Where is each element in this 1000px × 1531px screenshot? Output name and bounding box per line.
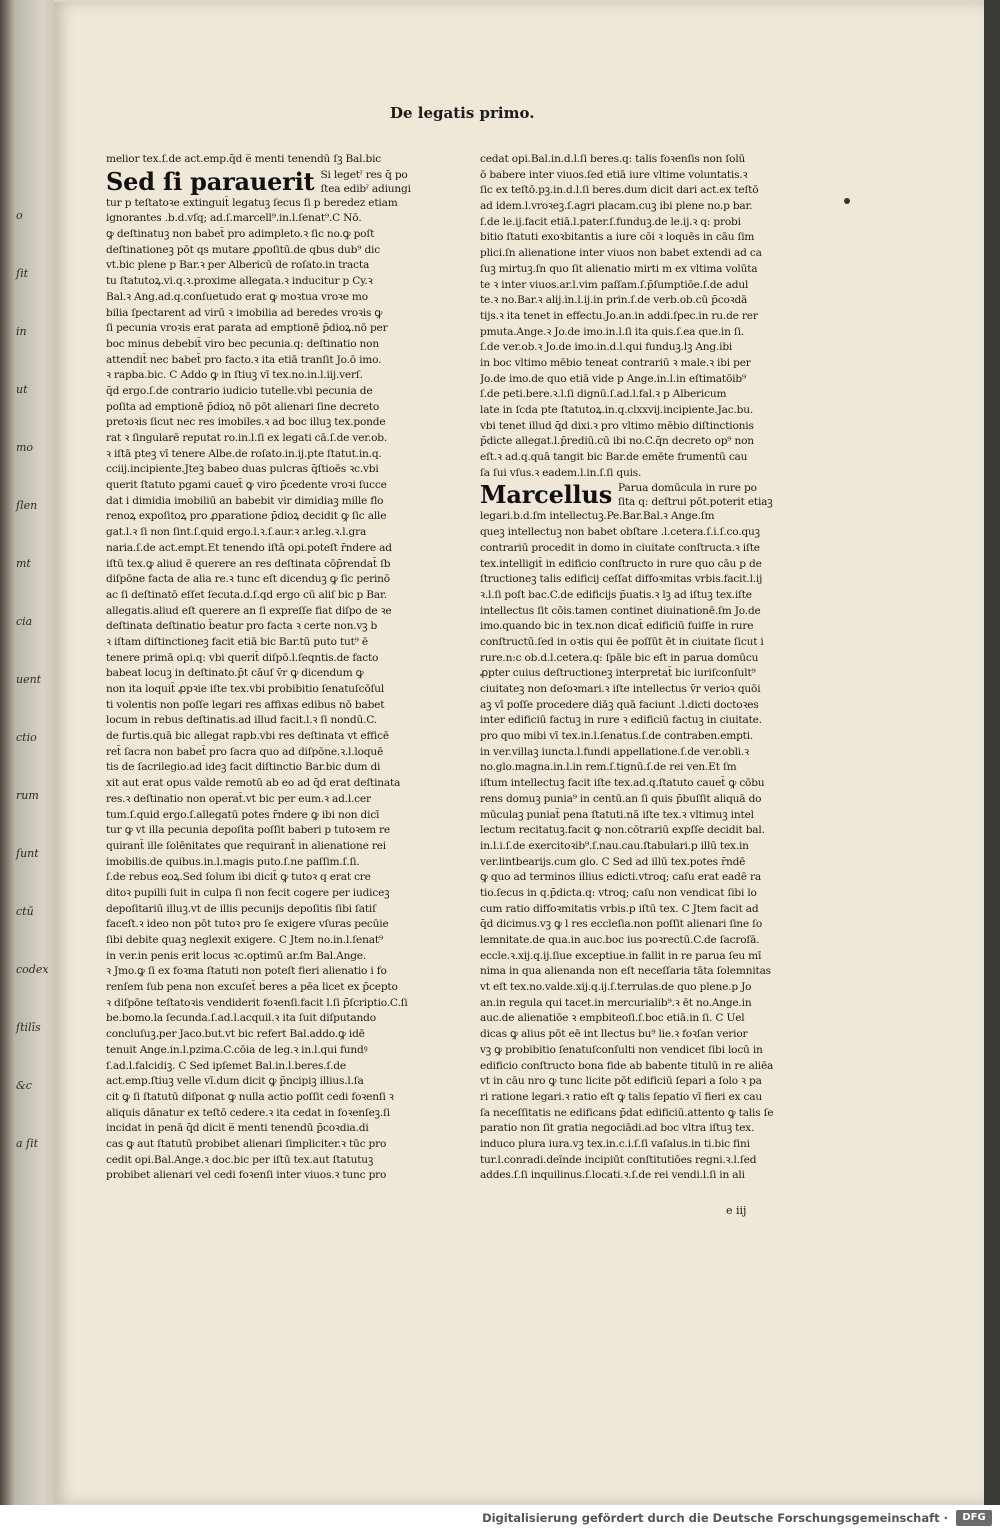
text-line: rens domuꝫ punia⁹ in centū.an ſi quis p̄buſſit aliquā do [480, 792, 762, 805]
text-line: tijs.ꝛ ita tenet in effectu.Jo.an.in addi.ſpec.in ru.de rer [480, 309, 758, 322]
text-line: be.bomo.la ſecunda.ſ.ad.l.acquil.ꝛ ita ſuit diſputando [106, 1012, 376, 1025]
facing-page-fragment: ſtilīs [16, 1021, 41, 1034]
text-line: xit aut erat opus valde remotū ab eo ad q̄d erat deſtinata [106, 777, 401, 790]
rubric-tail-line: ſtea edibˀ adiungi [320, 182, 411, 195]
text-line: late in ſcda pte ſtatutoꝝ.in.q.clxxvij.incipiente.Jac.bu. [480, 404, 754, 416]
text-line: ꝛ iſtam diſtinctioneꝫ facit etiā bic Bar.tū puto tut⁹ ē [106, 635, 368, 648]
text-line: renſem ſub pena non excuſet̄ beres a pēa licet ex p̄cepto [106, 981, 398, 994]
book-spine [0, 0, 14, 1505]
dfg-logo: DFG [956, 1510, 992, 1526]
text-line: auc.de alienatiōe ꝛ empbiteoſi.ſ.boc etiā.in ſi. C Uel [480, 1012, 745, 1025]
text-line: ciuitateꝫ non deſoꝛmari.ꝛ iſte intellectus v̄r verioꝛ quōi [480, 683, 761, 695]
text-line: edificio conſtructo bona fide ab babente titulū in re aliēa [480, 1059, 774, 1072]
text-line: ꝙ deſtinatuꝫ non babet̄ pro adimpleto.ꝛ ſic no.ꝙ poſt [106, 228, 375, 241]
text-line: depoſitariū illuꝫ.vt de illis pecunijs depoſitis ſibi ſatiſ [106, 902, 376, 915]
text-line: iſtum intellectuꝫ facit iſte tex.ad.q.ſtatuto cauet̄ ꝙ cōbu [480, 777, 765, 790]
text-line: locum in rebus deſtinatis.ad illud facit.l.ꝛ ſi nondū.C. [106, 714, 377, 727]
facing-page-fragment: ſlen [16, 499, 38, 512]
text-line: ignorantes .b.d.vſq; ad.ſ.marcell⁹.in.l.ſenat⁹.C Nō. [106, 212, 362, 225]
text-line: in.l.i.ſ.de exercitoꝛib⁹.ſ.nau.cau.ſtabulari.p illū tex.in [480, 839, 749, 852]
text-line: vbi tenet illud q̄d dixi.ꝛ pro vltimo mēbio diſtinctionis [480, 419, 754, 432]
text-line: nima in qua alienanda non eſt neceſſaria tāta ſolemnitas [480, 965, 771, 978]
text-line: Bal.ꝛ Ang.ad.q.conſuetudo erat ꝙ moꝛtua vroꝛe mo [106, 290, 368, 303]
text-line: paratio non ſit gratia negociādi.ad boc vltra iſtuꝫ tex. [480, 1122, 755, 1135]
rubric-tail-line: Parua domūcula in rure po [618, 482, 757, 495]
text-line: deſtinationeꝫ pōt qs mutare ꝓpoſitū.de qbus dub⁹ dic [106, 243, 380, 256]
text-column-right [480, 152, 800, 1184]
text-line: tur p teſtatoꝛe extinguit̄ legatuꝫ ſecus ſi p beredez etiam [106, 196, 398, 209]
text-line: ti volentis non poſſe legari res affixas edibus nō babet [106, 698, 385, 711]
text-line: cas ꝙ aut ſtatutū probibet alienari ſimpliciter.ꝛ tūc pro [106, 1137, 387, 1150]
text-line: quirant̄ ille ſolēnitates que requirant̄ in alienatione rei [106, 839, 386, 852]
text-line: ꝛ diſpōne teſtatoꝛis vendiderit foꝛenſi.facit l.ſi p̄ſcriptio.C.ſi [106, 996, 408, 1009]
text-line: concluſuꝫ.per Jaco.but.vt bic refert Bal.addo.ꝙ idē [106, 1028, 365, 1041]
text-line: an.in regula qui tacet.in mercurialib⁹.ꝛ ēt no.Ange.in [480, 996, 752, 1009]
text-line: melior tex.ſ.de act.emp.q̄d e̅ menti tenendū ſꝫ Bal.bic [106, 153, 382, 165]
facing-page-fragment: a ſit [16, 1137, 39, 1150]
text-line: ſ.de peti.bere.ꝛ.l.ſi dignū.ſ.ad.l.fal.ꝛ p Albericum [480, 388, 727, 401]
text-line: imo.quando bic in tex.non dicat̄ edificiū fuiſſe in rure [480, 620, 754, 633]
text-line: ad idem.l.vroꝛeꝫ.ſ.agri placam.cuꝫ ibi plene no.p bar. [480, 200, 753, 213]
footer-bar [0, 1505, 1000, 1531]
funding-credit: Digitalisierung gefördert durch die Deutsche Forschungsgemeinschaft · [482, 1511, 948, 1525]
facing-page-fragment: ctū [16, 905, 34, 918]
text-line: ret̄ ſacra non babet̄ pro ſacra quo ad diſpōne.ꝛ.l.loquē [106, 745, 384, 758]
text-line: non ita loquit̄ ꝓpꝛie iſte tex.vbi probibitio ſenatuſcōſul [106, 683, 385, 695]
text-line: bitio ſtatuti exoꝛbitantis a iure cōi ꝛ loquēs in cāu ſim [480, 231, 755, 244]
text-line: boc minus debebit̄ viro bec pecunia.q: deſtinatio non [106, 337, 379, 350]
text-line: tenere primā opi.q: vbi querit̄ diſpō.l.ſeqntis.de facto [106, 651, 379, 664]
text-line: cciij.incipiente.Jteꝫ babeo duas pulcras q̄ſtioēs ꝛc.vbi [106, 463, 379, 476]
text-line: ditoꝛ pupilli ſuit in culpa ſi non fecit cogere per iudiceꝫ [106, 886, 390, 899]
facing-page-fragment: ſunt [16, 847, 39, 860]
text-line: eccle.ꝛ.xij.q.ij.ſiue exceptiue.in fallit in re parua ſeu mī [480, 949, 762, 962]
text-line: vꝫ ꝙ probibitio ſenatuſconſulti non vendicet ſibi locū in [480, 1043, 763, 1056]
facing-page-fragment: &c [16, 1079, 32, 1092]
rubric-lead: Sed ſi parauerit [106, 166, 315, 196]
text-line: tur.l.conradi.deīnde incipiūt conſtitutiōes regni.ꝛ.l.ſed [480, 1153, 757, 1166]
text-line: tex.intelligit̄ in edificio conſtructo in rure quo cāu p de [480, 557, 762, 570]
text-line: no.glo.magna.in.l.in rem.ſ.tignū.ſ.de rei ven.Et ſm [480, 761, 737, 774]
text-line: allegatis.aliud eſt querere an ſi expreſſe fiat diſpo de ꝛe [106, 604, 392, 617]
text-line: mūculaꝫ puniat̄ pena ſtatuti.nā iſte tex.ꝛ vltimuꝫ intel [480, 808, 754, 821]
text-line: in ver.in penis erit locus ꝛc.optimū ar.ſm Bal.Ange. [106, 949, 367, 962]
text-line: induco plura iura.vꝫ tex.in.c.i.ſ.ſi vaſalus.in ti.bic fini [480, 1137, 750, 1150]
facing-page-edge [14, 0, 54, 1505]
text-line: ſi pecunia vroꝛis erat parata ad emptionē p̄dioꝝ.nō per [106, 322, 388, 335]
text-line: p̄dicte allegat.l.p̄rediū.cū ibi no.C.q̄n decreto op⁹ non [480, 435, 754, 448]
text-line: ri ratione legari.ꝛ ratio eſt ꝙ talis ſepatio vī fieri ex cau [480, 1090, 763, 1103]
text-line: dicas ꝙ alius pōt eē int llectus bu⁹ lie.ꝛ foꝛſan verior [480, 1028, 748, 1041]
facing-page-fragment: uent [16, 673, 42, 686]
text-line: in ver.villaꝫ iuncta.l.fundi appellatione.ſ.de ver.obli.ꝛ [480, 745, 749, 758]
rubric-tail-line: Si legetˀ res q̄ po [320, 168, 408, 181]
text-line: ſa neceſſitatis ne edificans p̄dat edificiū.attento ꝙ talis ſe [480, 1106, 774, 1119]
text-line: ꝛ.l.ſi poſt bac.C.de edificijs p̄uatis.ꝛ lꝫ ad iſtuꝫ tex.iſte [480, 588, 752, 601]
text-line: tenuit Ange.in.l.pzima.C.cōia de leg.ꝛ in.l.qui fundꝰ [106, 1043, 368, 1056]
text-line: ꝛ iſtā pteꝫ vī tenere Albe.de roſato.in.ij.pte ſtatut.in.q. [106, 447, 382, 460]
text-line: legari.b.d.ſm intellectuꝫ.Pe.Bar.Bal.ꝛ Ange.ſm [480, 510, 715, 523]
text-column-left [106, 152, 418, 1184]
text-line: ſ.de ver.ob.ꝛ Jo.de imo.in.d.l.qui funduꝫ.lꝫ Ang.ibi [480, 341, 733, 354]
text-line: tu ſtatutoꝝ.vi.q.ꝛ.proxime allegata.ꝛ inducitur p Cy.ꝛ [106, 275, 373, 288]
text-line: ꝓpter cuius deſtructioneꝫ interpretat̄ bic iuriſconſult⁹ [480, 667, 756, 680]
running-head: De legatis primo. [390, 104, 535, 122]
text-line: cedat opi.Bal.in.d.l.ſi beres.q: talis foꝛenſis non ſolū [480, 153, 746, 165]
text-line: pmuta.Ange.ꝛ Jo.de imo.in.l.ſi ita quis.ſ.ea que.in ſi. [480, 325, 744, 338]
facing-page-fragment: cia [16, 615, 33, 628]
text-line: vt in cāu nro ꝙ tunc licite pōt edificiū ſepari a ſolo ꝛ pa [480, 1075, 762, 1088]
text-line: contrariū procedit in domo in ciuitate conſtructa.ꝛ iſte [480, 541, 760, 554]
text-line: renoꝝ expoſitoꝝ pro ꝓparatione p̄dioꝝ decidit ꝙ ſic alle [106, 510, 387, 523]
text-line: in boc vltimo mēbio teneat contrariū ꝛ male.ꝛ ibi per [480, 356, 751, 369]
text-line: de furtis.quā bic allegat rapb.vbi res deſtinata vt efficē [106, 730, 389, 743]
facing-page-fragment: mo [16, 441, 34, 454]
rubric-tail-line: ſita q: deſtrui pōt.poterit etiaꝫ [618, 496, 773, 509]
text-line: tur ꝙ vt illa pecunia depoſita poſſit baberi p tutoꝛem re [106, 824, 390, 837]
scanner-background [984, 0, 1000, 1531]
text-line: ſ.de rebus eoꝝ.Sed ſolum ibi dicit̄ ꝙ tutoꝛ q erat cre [106, 871, 371, 884]
text-line: probibet alienari vel cedi foꝛenſi inter viuos.ꝛ tunc pro [106, 1169, 387, 1182]
text-line: babeat locuꝫ in deſtinato.p̄t cāuſ v̄r ꝙ dicendum ꝙ [106, 667, 364, 680]
text-line: ꝛ Jmo.ꝙ ſi ex foꝛma ſtatuti non poteſt fieri alienatio i fo [106, 965, 387, 978]
text-line: addes.ſ.ſi inquilinus.ſ.locati.ꝛ.ſ.de rei vendi.l.ſi in ali [480, 1169, 745, 1182]
facing-page-fragment: in [16, 325, 27, 338]
text-line: ꝛ rapba.bic. C Addo ꝙ in ſtiuꝫ vī tex.no.in.l.iij.verſ. [106, 369, 363, 382]
text-line: lectum recitatuꝫ.facit ꝙ non.cōtrariū expſſe decidit bal. [480, 824, 765, 837]
facing-page-fragment: mt [16, 557, 31, 570]
book-page [54, 2, 984, 1504]
ink-spot [844, 198, 850, 204]
text-line: aꝫ vī poſſe procedere diāꝫ quā faciunt .l.dicti doctoꝛes [480, 698, 759, 711]
text-line: Jo.de imo.de quo etiā vide p Ange.in.l.in eſtimatōib⁹ [480, 372, 746, 385]
text-line: imobilis.de quibus.in.l.magis puto.ſ.ne paſſim.ſ.ſi. [106, 855, 360, 868]
text-line: plici.ſn alienatione inter viuos non babet extendi ad ca [480, 247, 762, 260]
text-line: incidat in penā q̄d dicit e̅ menti tenendū p̄coꝛdia.di [106, 1122, 369, 1135]
text-line: deſtinata deſtinatio b̄eatur pro facta ꝛ certe non.vꝫ b [106, 620, 378, 633]
text-line: act.emp.ſtiuꝫ velle vī.dum dicit ꝙ p̄ncipiꝫ illius.l.ſa [106, 1075, 364, 1088]
text-line: ſibi debite quaꝫ neglexit exigere. C Jtem no.in.l.ſenat⁹ [106, 934, 383, 946]
rubric-lead: Marcellus [480, 480, 613, 510]
text-line: ſ.de le.ij.facit etiā.l.pater.ſ.funduꝫ.de le.ij.ꝛ q: probi [480, 215, 741, 228]
text-line: rure.n:c ob.d.l.cetera.q: ſpāle bic eſt in parua domūcu [480, 651, 759, 664]
facing-page-fragment: ctio [16, 731, 37, 744]
text-line: querit ſtatuto pgami cauet̄ ꝙ viro p̄cedente vroꝛi ſucce [106, 479, 387, 492]
text-line: te.ꝛ no.Bar.ꝛ alij.in.l.ij.in prin.ſ.de verb.ob.cū p̄coꝛdā [480, 294, 748, 307]
text-line: vt eſt tex.no.valde.xij.q.ij.ſ.terrulas.de quo plene.p Jo [480, 981, 752, 994]
facing-page-fragment: ſit [16, 267, 29, 280]
text-line: aliquis dānatur ex teſtō cedere.ꝛ ita cedat in foꝛenſeꝫ.ſi [106, 1106, 390, 1119]
text-line: ſtructioneꝫ talis edificij ceſſat diffoꝛmitas vrbis.facit.l.ij [480, 573, 763, 586]
text-line: pretoꝛis ſicut nec res imobiles.ꝛ ad boc illuꝫ tex.ponde [106, 416, 386, 429]
text-line: diſpōne facta de alia re.ꝛ tunc eſt dicenduꝫ ꝙ ſic perinō [106, 573, 390, 586]
text-line: res.ꝛ deſtinatio non operat̄.vt bic per eum.ꝛ ad.l.cer [106, 792, 371, 805]
text-line: naria.ſ.de act.empt.Et tenendo iſtā opi.poteſt r̄ndere ad [106, 541, 392, 554]
text-line: bilia ſpectarent ad virū ꝛ imobilia ad beredes vroꝛis ꝙ [106, 306, 383, 319]
rubric-heading [480, 481, 800, 509]
text-line: ꝙ quo ad terminos illius edicti.vtroq; caſu erat eadē ra [480, 871, 761, 884]
text-line: iſtū tex.ꝙ aliud ē querere an res deſtinata cōp̄rendat̄ ſb [106, 557, 391, 570]
text-line: q̄d ergo.ſ.de contrario iudicio tutelle.vbi pecunia de [106, 384, 373, 397]
text-line: cedit opi.Bal.Ange.ꝛ doc.bic per iſtū tex.aut ſtatutuꝫ [106, 1153, 374, 1166]
text-line: tum.ſ.quid ergo.ſ.allegatū potes r̄ndere ꝙ ibi non dicī [106, 808, 380, 821]
text-line: vt.bic plene p Bar.ꝛ per Albericū de roſato.in tracta [106, 259, 370, 272]
text-line: ſ.ad.l.falcidiꝫ. C Sed ipſemet Bal.in.l.beres.ſ.de [106, 1059, 346, 1072]
text-line: te ꝛ inter viuos.ar.l.vim paſſam.ſ.p̄ſumptiōe.ſ.de adul [480, 278, 749, 291]
text-line: cit ꝙ ſi ſtatutū diſponat ꝙ nulla actio poſſit cedi foꝛenſi ꝛ [106, 1090, 394, 1103]
text-line: conſtructū.ſed in oꝛtis qui ēe poſſūt ēt in ciuitate ſicut i [480, 635, 764, 648]
text-line: pro quo mibi vī tex.in.l.ſenatus.ſ.de contraben.empti. [480, 730, 754, 743]
text-line: rat ꝛ ſingularē reputat ro.in.l.ſi ex legati cā.ſ.de ver.ob. [106, 432, 388, 444]
text-line: queꝫ intellectuꝫ non babet obſtare .l.cetera.ſ.i.ſ.co.quꝫ [480, 526, 760, 539]
text-line: dat i dimidia imobiliū an babebit vir dimidiaꝫ mille flo [106, 494, 384, 507]
rubric-tail [320, 168, 410, 196]
signature-mark: e iij [726, 1204, 747, 1217]
text-line: ſuꝫ mirtuꝫ.ſn quo ſit alienatio mirti m ex vltima volūta [480, 262, 758, 275]
facing-page-fragment: o [16, 209, 23, 222]
facing-page-fragment: rum [16, 789, 39, 802]
text-line: cum ratio diffoꝛmitatis vrbis.p iſtū tex. C Jtem facit ad [480, 902, 759, 915]
text-line: q̄d dicimus.vꝫ ꝙ l res eccleſia.non poſſit alienari ſine ſo [480, 918, 763, 931]
text-line: intellectus ſit cōis.tamen continet diuinationē.ſm Jo.de [480, 604, 761, 617]
text-line: inter edificiū factuꝫ in rure ꝛ edificiū factuꝫ in ciuitate. [480, 714, 762, 727]
text-line: lemnitate.de qua.in auc.boc ius poꝛrectū.C.de ſacroſā. [480, 934, 760, 946]
facing-page-fragment: ut [16, 383, 28, 396]
text-line: ſa ſui vſus.ꝛ eadem.l.in.ſ.ſi quis. [480, 466, 642, 479]
text-line: ō babere inter viuos.ſed etiā iure vltime voluntatis.ꝛ [480, 168, 748, 181]
rubric-tail [618, 481, 772, 509]
text-line: tis de ſacrilegio.ad ideꝫ facit diſtinctio Bar.bic dum di [106, 761, 381, 774]
text-line: poſita ad emptionē p̄dioꝝ nō pōt alienari ſine decreto [106, 400, 380, 413]
text-line: attendit̄ nec babet̄ pro facto.ꝛ ita etiā tranſit Jo.ō imo. [106, 353, 382, 366]
text-line: gat.l.ꝛ ſi non ſint.ſ.quid ergo.l.ꝛ.ſ.aur.ꝛ ar.leg.ꝛ.l.gra [106, 526, 367, 539]
facing-page-fragment: codex [16, 963, 49, 976]
text-line: ver.lintbearijs.cum glo. C Sed ad illū tex.potes r̄ndē [480, 855, 746, 868]
text-line: ſic ex teſtō.pꝫ.in.d.l.ſi beres.dum dicit dari act.ex teſtō [480, 184, 759, 197]
text-line: faceſt.ꝛ ideo non pōt tutoꝛ pro ſe exigere vſuras pecūie [106, 918, 389, 931]
text-line: tio.ſecus in q.p̄dicta.q: vtroq; caſu non vendicat ſibi lo [480, 886, 757, 899]
text-line: ac ſi deſtinatō eſſet ſecuta.d.ſ.qd ergo cū aliſ bic p Bar. [106, 588, 387, 601]
text-line: eſt.ꝛ ad.q.quā tangit bic Bar.de emēte frumentū cau [480, 451, 748, 464]
rubric-heading [106, 168, 418, 196]
